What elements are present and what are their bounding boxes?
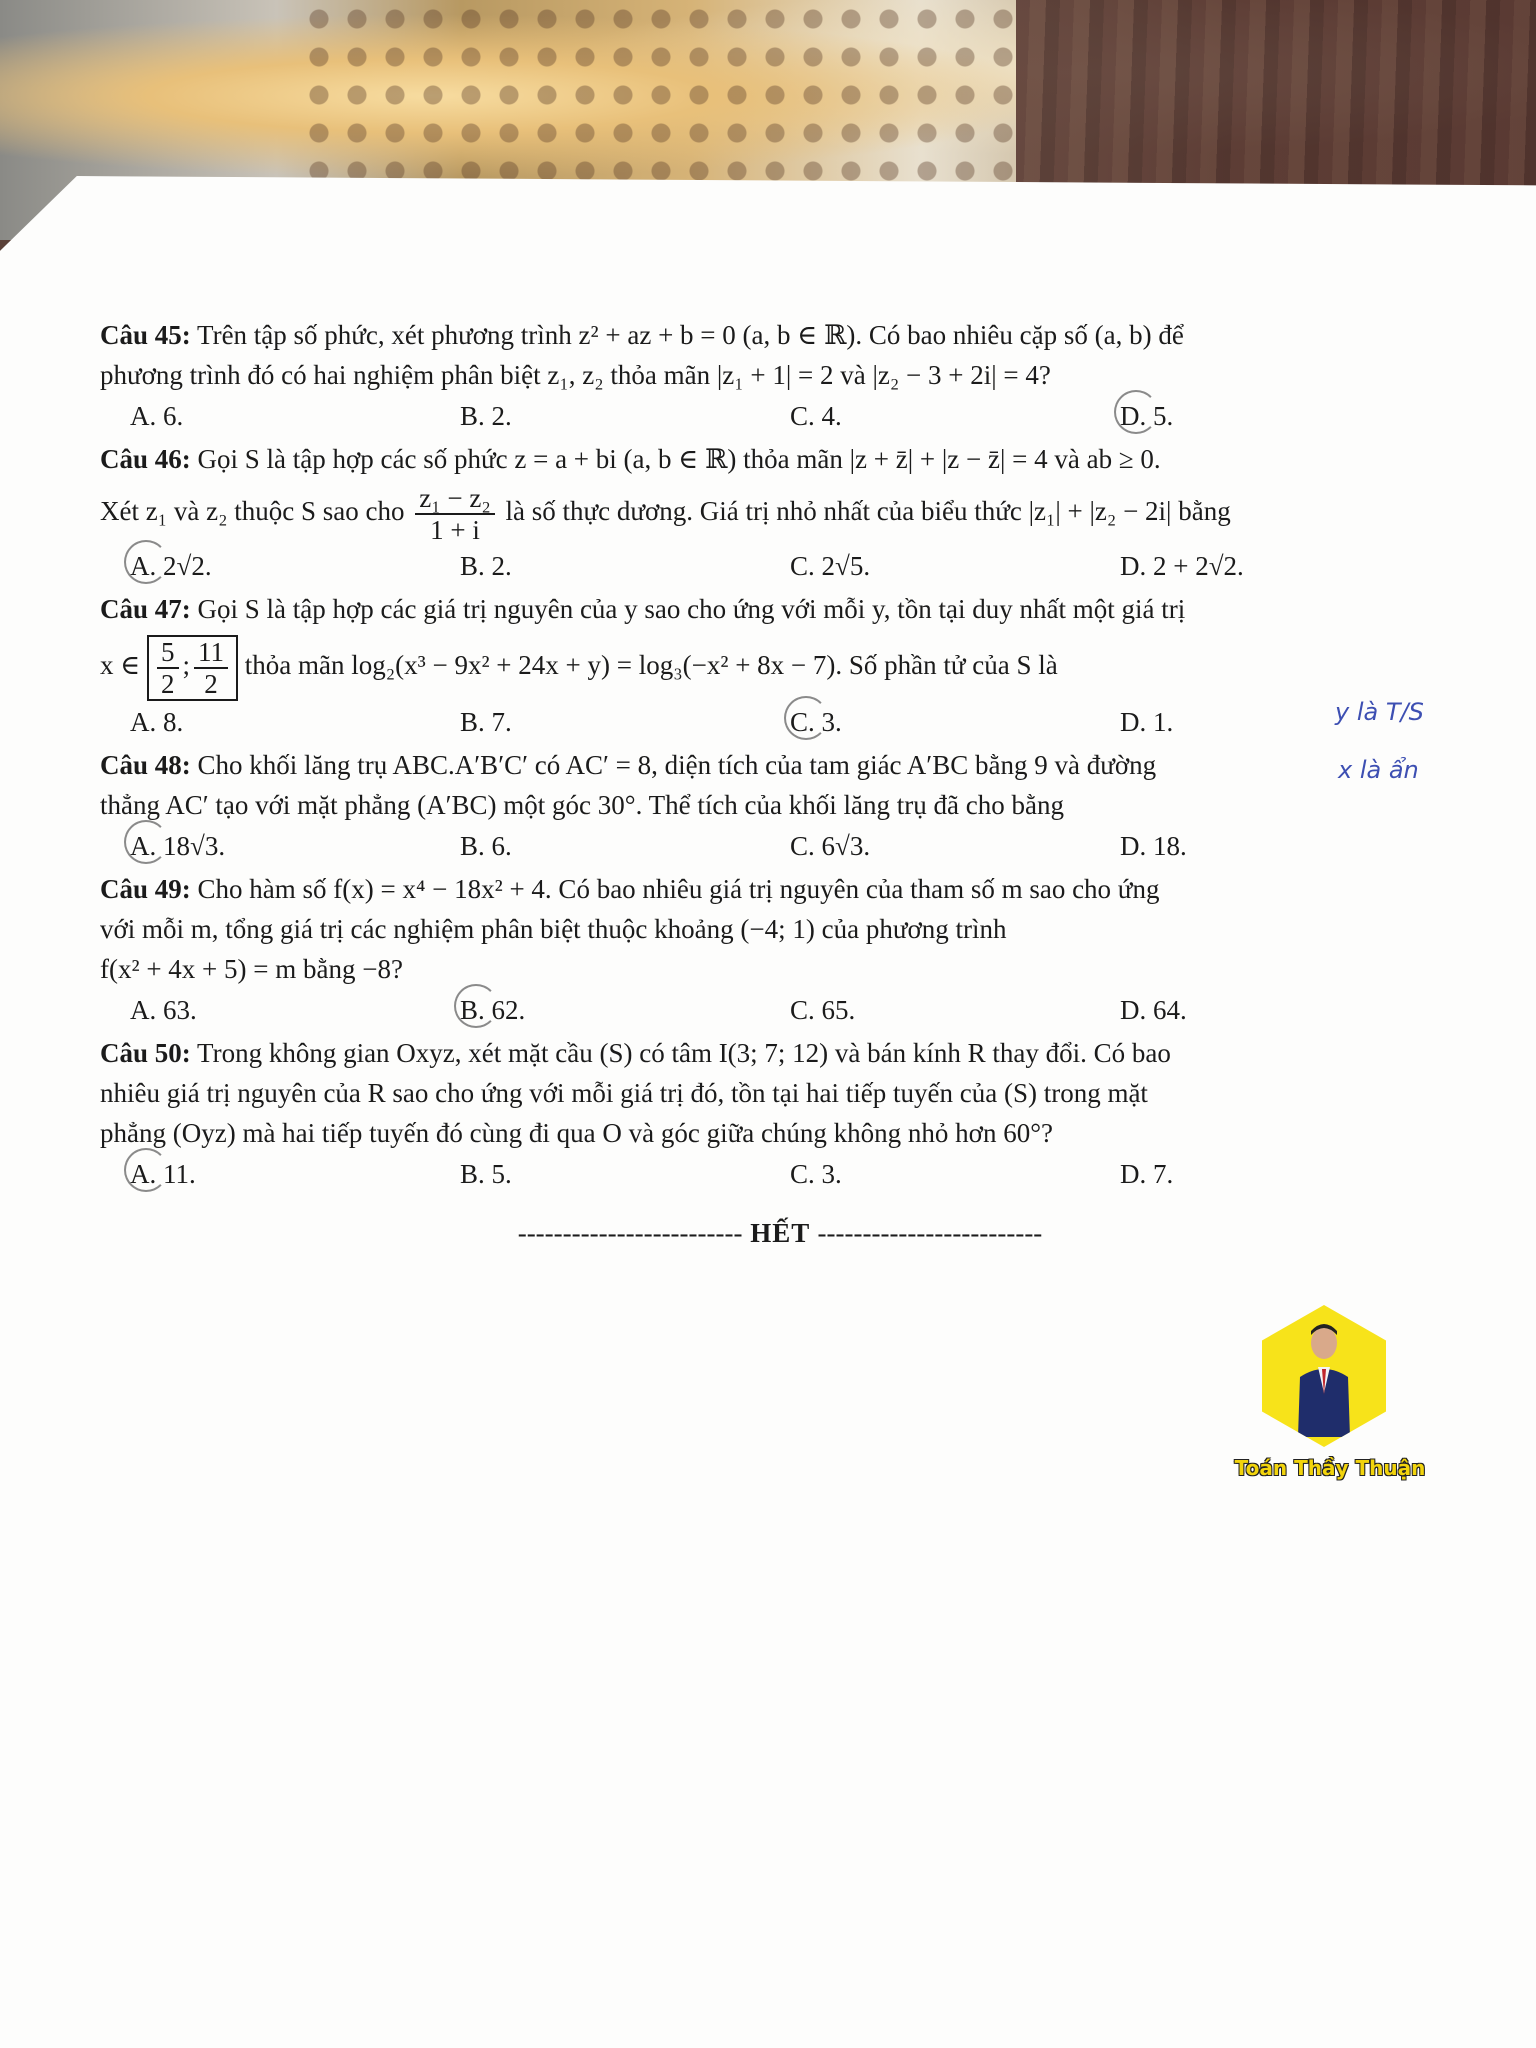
fraction-denominator: 1 + i [430, 514, 480, 545]
option-c[interactable]: C. 6√3. [790, 830, 871, 861]
question-48 [100, 745, 1460, 867]
option-c[interactable]: C. 3. [790, 1158, 842, 1189]
question-label: Câu 49: [100, 873, 191, 904]
logo-hexagon [1262, 1305, 1386, 1447]
exam-content [100, 315, 1460, 1253]
option-d[interactable]: D. 2 + 2√2. [1120, 550, 1244, 581]
option-a[interactable]: A. 11. [100, 1154, 430, 1194]
handwritten-note: x là ẩn [1338, 756, 1419, 784]
option-a[interactable]: A. 8. [130, 706, 184, 737]
question-text: Cho khối lăng trụ ABC.A′B′C′ có AC′ = 8, diện tích của tam giác A′BC bằng 9 và đường [190, 749, 1157, 780]
option-c[interactable]: C. 4. [790, 401, 842, 431]
option-a[interactable]: A. 63. [130, 994, 197, 1025]
question-label: Câu 47: [100, 593, 191, 624]
option-b[interactable]: B. 2. [460, 401, 512, 431]
interval-bracket: $\frac{5}{2}$ ; $\frac{11}{2}$ [147, 635, 238, 701]
question-text: Xét z₁ và z₂ thuộc S sao cho [100, 496, 405, 526]
question-text: là số thực dương. Giá trị nhỏ nhất của biểu thức |z₁| + |z₂ − 2i| bằng [505, 496, 1231, 526]
option-d[interactable]: D. 7. [1120, 1158, 1174, 1189]
question-45 [100, 315, 1460, 437]
end-text: HẾT [750, 1217, 810, 1248]
options-row [100, 545, 1460, 587]
option-b[interactable]: B. 62. [430, 990, 760, 1030]
question-text: thẳng AC′ tạo với mặt phẳng (A′BC) một góc 30°. Thể tích của khối lăng trụ đã cho bằng [100, 789, 1064, 820]
option-b[interactable]: B. 5. [460, 1158, 512, 1189]
option-c[interactable]: C. 2√5. [790, 550, 871, 581]
interval-lower [157, 637, 179, 699]
option-b[interactable]: B. 6. [460, 830, 512, 861]
option-a[interactable]: A. 6. [130, 401, 184, 431]
question-text: với mỗi m, tổng giá trị các nghiệm phân biệt thuộc khoảng (−4; 1) của phương trình [100, 913, 1007, 944]
options-row [100, 1153, 1460, 1195]
question-text: phương trình đó có hai nghiệm phân biệt z₁, z₂ thỏa mãn |z₁ + 1| = 2 và |z₂ − 3 + 2i| = 4? [100, 360, 1051, 390]
question-text: f(x² + 4x + 5) = m bằng −8? [100, 953, 403, 984]
fraction-denominator: 2 [161, 668, 175, 699]
question-text: nhiêu giá trị nguyên của R sao cho ứng với mỗi giá trị đó, tồn tại hai tiếp tuyến của (S) trong mặt [100, 1077, 1148, 1108]
fraction-denominator: 2 [204, 668, 218, 699]
question-46 [100, 439, 1460, 587]
option-d[interactable]: D. 64. [1120, 994, 1187, 1025]
option-d[interactable]: D. 1. [1120, 706, 1174, 737]
question-text: Gọi S là tập hợp các giá trị nguyên của y sao cho ứng với mỗi y, tồn tại duy nhất một giá trị [190, 593, 1186, 624]
option-b[interactable]: B. 7. [460, 706, 512, 737]
question-text: Gọi S là tập hợp các số phức z = a + bi (a, b ∈ ℝ) thỏa mãn |z + z̄| + |z − z̄| = 4 và ab ≥ 0. [190, 444, 1161, 474]
question-text: phẳng (Oyz) mà hai tiếp tuyến đó cùng đi qua O và góc giữa chúng không nhỏ hơn 60°? [100, 1117, 1053, 1148]
option-c[interactable]: C. 65. [790, 994, 856, 1025]
question-label: Câu 46: [100, 444, 191, 474]
option-d[interactable]: D. 18. [1120, 830, 1187, 861]
interval-upper [194, 637, 228, 699]
fraction [415, 483, 495, 545]
question-label: Câu 50: [100, 1037, 191, 1068]
question-text: Trên tập số phức, xét phương trình z² + az + b = 0 (a, b ∈ ℝ). Có bao nhiêu cặp số (a, b) để [190, 320, 1184, 350]
options-row [100, 395, 1460, 437]
lace-pattern [300, 0, 1020, 190]
question-47 [100, 589, 1460, 743]
option-c[interactable]: C. 3. [760, 702, 1090, 742]
handwritten-note: y là T/S [1335, 698, 1424, 726]
option-d[interactable]: D. 5. [1090, 396, 1420, 436]
fraction-numerator: z₁ − z₂ [415, 483, 495, 515]
end-marker [100, 1213, 1460, 1253]
question-text: Trong không gian Oxyz, xét mặt cầu (S) có tâm I(3; 7; 12) và bán kính R thay đổi. Có bao [190, 1037, 1171, 1068]
question-text: x ∈ [100, 649, 141, 680]
wood-background [1016, 0, 1536, 200]
question-label: Câu 48: [100, 749, 191, 780]
fraction-numerator: 5 [157, 637, 179, 669]
logo-caption: Toán Thầy Thuận [1234, 1456, 1426, 1480]
question-49 [100, 869, 1460, 1031]
options-row [100, 701, 1460, 743]
option-a[interactable]: A. 18√3. [100, 826, 430, 866]
question-text: Cho hàm số f(x) = x⁴ − 18x² + 4. Có bao nhiêu giá trị nguyên của tham số m sao cho ứng [190, 873, 1160, 904]
teacher-logo [1262, 1305, 1386, 1447]
options-row [100, 825, 1460, 867]
end-dashes-right: ------------------------- [817, 1217, 1043, 1248]
options-row [100, 989, 1460, 1031]
question-label: Câu 45: [100, 320, 191, 350]
question-text: thỏa mãn log₂(x³ − 9x² + 24x + y) = log₃(−x² + 8x − 7). Số phần tử của S là [244, 649, 1058, 680]
end-dashes-left: ------------------------- [517, 1217, 743, 1248]
option-a[interactable]: A. 2√2. [100, 546, 430, 586]
question-50 [100, 1033, 1460, 1195]
person-icon [1292, 1317, 1356, 1437]
option-b[interactable]: B. 2. [460, 550, 512, 581]
fraction-numerator: 11 [194, 637, 228, 669]
